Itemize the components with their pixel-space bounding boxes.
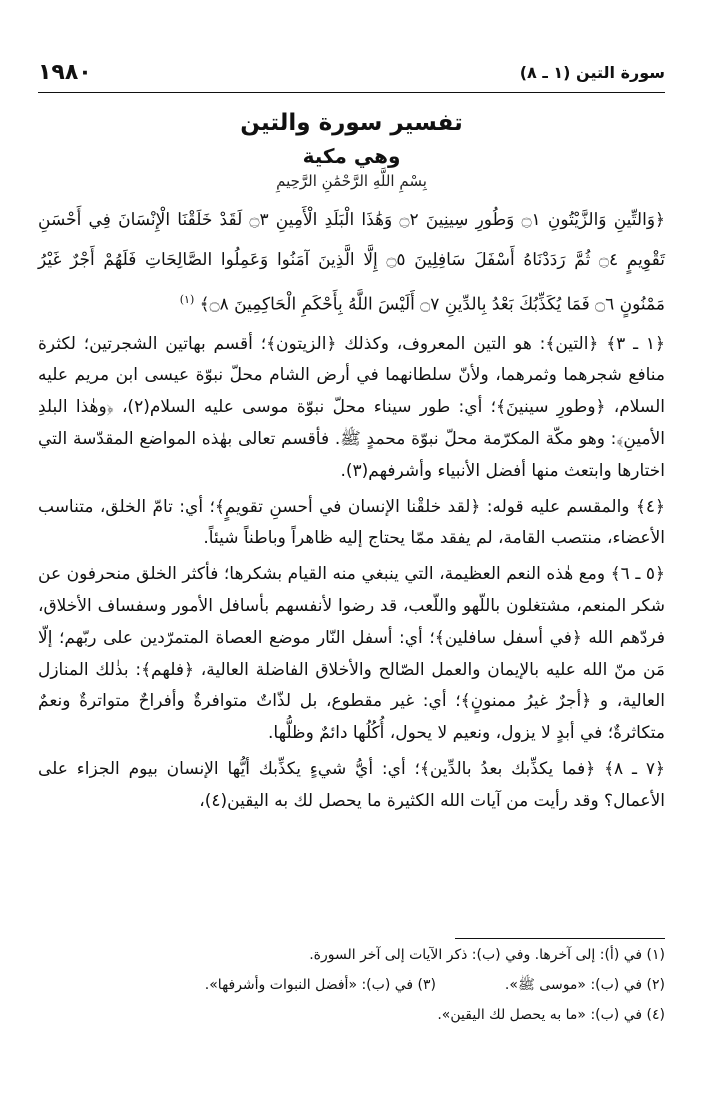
tafsir-paragraph-2: ﴿٤﴾ والمقسم عليه قوله: ﴿لقد خلقْنا الإنسان في أحسنِ تقويمٍ﴾؛ أي: تامّ الخلق، متناسب الأعضاء، منتصب القامة، لم يفقد ممّا يحتاج إليه ظاهراً وباطناً شيئاً.	[38, 496, 665, 549]
page-number: ١٩٨٠	[38, 60, 92, 85]
surah-title: تفسير سورة والتين	[240, 110, 463, 136]
quran-verses	[38, 200, 665, 325]
verses-text: ﴿وَالتِّينِ وَالزَّيْتُونِ ۝١ وَطُورِ سِينِينَ ۝٢ وَهَٰذَا الْبَلَدِ الْأَمِينِ ۝٣ لَقَدْ خَلَقْنَا الْإِنْسَانَ فِي أَحْسَنِ تَقْوِيمٍ ۝٤ ثُمَّ رَدَدْنَاهُ أَسْفَلَ سَافِلِينَ ۝٥ إِلَّا الَّذِينَ آمَنُوا وَعَمِلُوا الصَّالِحَاتِ فَلَهُمْ أَجْرٌ غَيْرُ مَمْنُونٍ ۝٦ فَمَا يُكَذِّبُكَ بَعْدُ بِالدِّينِ ۝٧ أَلَيْسَ اللَّهُ بِأَحْكَمِ الْحَاكِمِينَ ۝٨﴾	[38, 210, 665, 315]
footnote-divider	[455, 938, 665, 939]
surah-subtitle: وهي مكية	[302, 144, 401, 168]
footnote-3: (٣) في (ب): «أفضل النبوات وأشرفها».	[204, 977, 437, 993]
main-content	[38, 110, 665, 822]
tafsir-paragraph-3: ﴿٥ ـ ٦﴾ ومع هٰذه النعم العظيمة، التي ينبغي منه القيام بشكرها؛ فأكثر الخلق منحرفون عن شكر المنعم، مشتغلون باللّهو واللّعب، قد رضوا لأنفسهم بأسافل الأمور وسفساف الأخلاق، فردّهم الله ﴿في أسفل سافلين﴾؛ أي: أسفل النّار موضع العصاة المتمرّدين على ربّهم؛ إلّا مَن منّ الله عليه بالإيمان والعمل الصّالح والأخلاق الفاضلة العالية، ﴿فلهم﴾: بذٰلك المنازل العالية، و ﴿أجرٌ غيرُ ممنونٍ﴾؛ أي: غير مقطوع، بل لذّاتٌ متوافرةٌ وأفراحٌ متواترةٌ ونعمٌ متكاثرةٌ؛ في أبدٍ لا يزول، ونعيم لا يحول، أُكُلُها دائمٌ وظلُّها.	[38, 564, 665, 744]
footnote-2: (٢) في (ب): «موسى ﷺ».	[504, 977, 665, 993]
tafsir-paragraph-1: ﴿١ ـ ٣﴾ ﴿التين﴾: هو التين المعروف، وكذلك ﴿الزيتون﴾؛ أقسم بهاتين الشجرتين؛ لكثرة منافع شجرهما وثمرهما، ولأنّ سلطانهما في أرض الشام محلّ نبوّة عيسى ابن مريم عليه السلام، ﴿وطورِ سينينَ﴾؛ أي: طور سيناء محلّ نبوّة موسى عليه السلام(٢)، ﴿وهٰذا البلدِ الأمينِ﴾: وهو مكّة المكرّمة محلّ نبوّة محمدٍ ﷺ. فأقسم تعالى بهٰذه المواضع المقدّسة التي اختارها وابتعث منها أفضل الأنبياء وأشرفهم(٣).	[38, 333, 665, 481]
footnote-2-3	[38, 970, 665, 1000]
footnote-1: (١) في (أ): إلى آخرها. وفي (ب): ذكر الآيات إلى آخر السورة.	[309, 947, 665, 963]
verses-footnote-marker: (١)	[179, 293, 195, 306]
footnotes	[38, 940, 665, 1030]
tafsir-paragraph-4: ﴿٧ ـ ٨﴾ ﴿فما يكذِّبك بعدُ بالدِّين﴾؛ أي: أيُّ شيءٍ يكذِّبك أيُّها الإنسان بيوم الجزاء على الأعمال؟ وقد رأيت من آيات الله الكثيرة ما يحصل لك به اليقين(٤)،	[38, 759, 665, 811]
page-header	[38, 58, 665, 93]
running-title: سورة التين (١ ـ ٨)	[519, 63, 665, 82]
basmala: بِسْمِ اللَّهِ الرَّحْمَٰنِ الرَّحِيمِ	[276, 172, 427, 190]
footnote-4: (٤) في (ب): «ما به يحصل لك اليقين».	[437, 1007, 665, 1023]
